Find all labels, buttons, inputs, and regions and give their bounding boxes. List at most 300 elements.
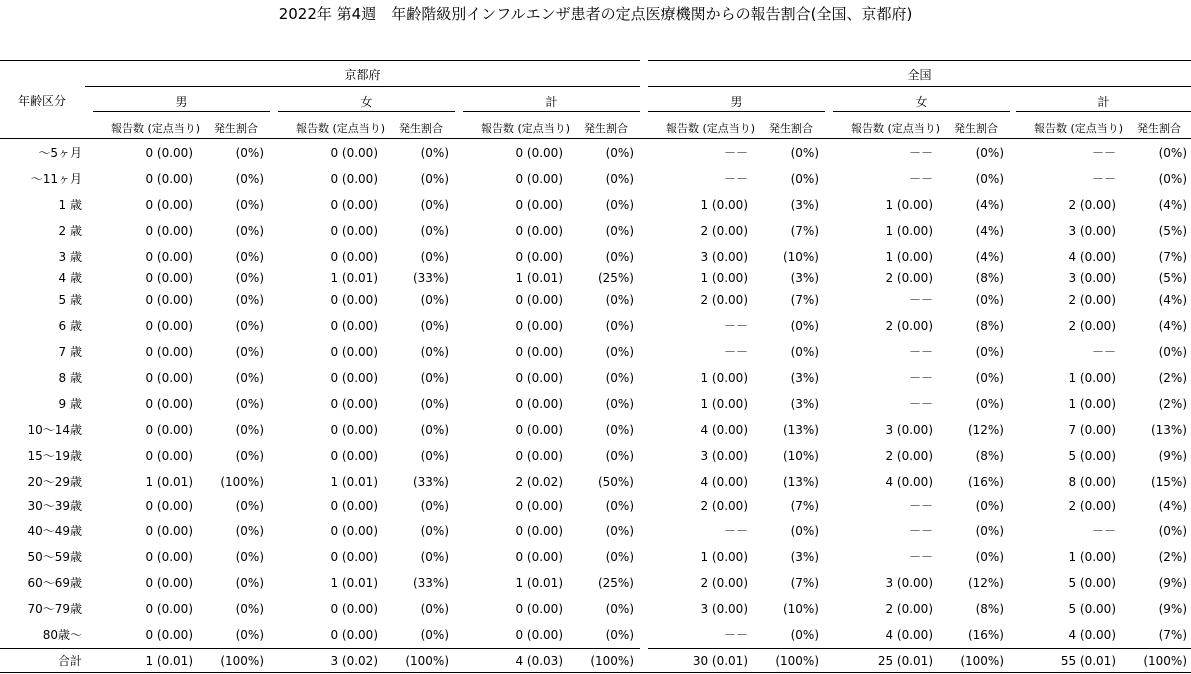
table-row-rate: (0%): [420, 250, 449, 264]
table-row-count: 1 (0.01): [515, 576, 563, 590]
table-row-rate: (0%): [605, 499, 634, 513]
table-row-count: 0 (0.00): [145, 146, 193, 160]
sex-header-national-2: 計: [1097, 95, 1110, 109]
age-label: 2 歳: [58, 224, 82, 238]
table-row-count: －－: [1091, 146, 1116, 160]
table-row-count: 0 (0.00): [330, 345, 378, 359]
table-row-rate: (0%): [1158, 172, 1187, 186]
table-row-rate: (16%): [967, 628, 1004, 642]
table-row-count: 1 (0.00): [700, 371, 748, 385]
subheader-rule: [1016, 111, 1191, 112]
table-row-rate: (100%): [220, 475, 264, 489]
table-row-count: 1 (0.00): [700, 198, 748, 212]
table-row-rate: (7%): [1158, 628, 1187, 642]
count-column-header: 報告数 (定点当り): [111, 122, 201, 135]
table-row-count: 4 (0.00): [885, 628, 933, 642]
table-row-rate: (0%): [420, 628, 449, 642]
table-row-count: 0 (0.00): [145, 319, 193, 333]
age-label: ～5ヶ月: [38, 146, 82, 160]
group-rule: [85, 86, 640, 87]
table-row-rate: (0%): [235, 423, 264, 437]
table-row-rate: (0%): [790, 172, 819, 186]
table-row-count: 1 (0.00): [700, 397, 748, 411]
table-row-count: 0 (0.00): [515, 524, 563, 538]
table-row-rate: (9%): [1158, 602, 1187, 616]
table-row-count: 3 (0.00): [700, 449, 748, 463]
rate-column-header: 発生割合: [1137, 122, 1181, 135]
table-row-count: 0 (0.00): [515, 371, 563, 385]
table-row-count: 0 (0.00): [330, 250, 378, 264]
sex-header-kyoto-0: 男: [175, 95, 188, 109]
age-label: 50～59歳: [27, 550, 82, 564]
table-row-rate: (0%): [420, 499, 449, 513]
table-row-rate: (0%): [420, 293, 449, 307]
table-row-count: 1 (0.00): [885, 224, 933, 238]
table-row-count: 2 (0.00): [885, 602, 933, 616]
table-row-count: －－: [723, 524, 748, 538]
table-row-rate: (0%): [420, 524, 449, 538]
table-row-count: 2 (0.00): [700, 499, 748, 513]
table-row-count: 3 (0.00): [1068, 271, 1116, 285]
table-row-count: 0 (0.00): [145, 371, 193, 385]
table-row-rate: (0%): [420, 550, 449, 564]
table-row-count: 0 (0.00): [145, 198, 193, 212]
table-row-count: 0 (0.00): [515, 550, 563, 564]
table-row-rate: (0%): [790, 146, 819, 160]
table-row-count: 1 (0.01): [145, 475, 193, 489]
table-row-count: 0 (0.00): [515, 345, 563, 359]
table-row-count: －－: [723, 345, 748, 359]
table-row-count: 0 (0.00): [145, 224, 193, 238]
table-row-count: 0 (0.00): [330, 172, 378, 186]
table-row-rate: (0%): [605, 250, 634, 264]
top-rule: [648, 60, 1191, 61]
table-row-count: 2 (0.00): [1068, 499, 1116, 513]
table-row-count: 2 (0.00): [700, 576, 748, 590]
total-row-count: 1 (0.01): [145, 654, 193, 668]
age-label: 合計: [57, 654, 82, 668]
top-rule: [0, 60, 640, 61]
table-row-rate: (0%): [235, 146, 264, 160]
total-row-rate: (100%): [1143, 654, 1187, 668]
age-label: 20～29歳: [27, 475, 82, 489]
table-row-count: 1 (0.01): [330, 576, 378, 590]
table-row-count: －－: [908, 397, 933, 411]
table-row-rate: (0%): [235, 271, 264, 285]
table-row-count: 0 (0.00): [145, 628, 193, 642]
table-row-rate: (8%): [975, 602, 1004, 616]
table-row-count: 0 (0.00): [330, 423, 378, 437]
table-row-rate: (16%): [967, 475, 1004, 489]
table-row-count: 2 (0.00): [700, 224, 748, 238]
table-row-rate: (7%): [1158, 250, 1187, 264]
table-row-rate: (0%): [420, 198, 449, 212]
table-row-count: 8 (0.00): [1068, 475, 1116, 489]
table-row-rate: (0%): [605, 172, 634, 186]
table-row-rate: (2%): [1158, 397, 1187, 411]
table-row-rate: (25%): [597, 576, 634, 590]
table-row-rate: (4%): [1158, 499, 1187, 513]
table-row-rate: (8%): [975, 271, 1004, 285]
total-row-count: 55 (0.01): [1060, 654, 1116, 668]
table-row-rate: (0%): [975, 293, 1004, 307]
table-row-rate: (3%): [790, 397, 819, 411]
subheader-rule: [833, 111, 1010, 112]
table-row-count: 0 (0.00): [515, 397, 563, 411]
table-row-count: 1 (0.00): [885, 198, 933, 212]
table-row-rate: (7%): [790, 293, 819, 307]
table-row-rate: (0%): [605, 146, 634, 160]
count-column-header: 報告数 (定点当り): [481, 122, 571, 135]
rate-column-header: 発生割合: [769, 122, 813, 135]
age-label: 4 歳: [58, 271, 82, 285]
table-row-rate: (3%): [790, 198, 819, 212]
table-row-count: 0 (0.00): [145, 602, 193, 616]
age-label: 7 歳: [58, 345, 82, 359]
table-row-rate: (7%): [790, 576, 819, 590]
table-row-rate: (4%): [975, 224, 1004, 238]
table-row-count: －－: [1091, 172, 1116, 186]
count-column-header: 報告数 (定点当り): [666, 122, 756, 135]
age-label: 40～49歳: [27, 524, 82, 538]
sex-header-national-1: 女: [915, 95, 928, 109]
table-row-count: 2 (0.00): [700, 293, 748, 307]
table-row-count: －－: [908, 499, 933, 513]
table-row-rate: (0%): [605, 449, 634, 463]
rate-column-header: 発生割合: [399, 122, 443, 135]
table-row-rate: (10%): [782, 602, 819, 616]
table-row-count: 2 (0.00): [1068, 293, 1116, 307]
table-row-count: 2 (0.00): [1068, 319, 1116, 333]
table-row-count: 2 (0.00): [885, 271, 933, 285]
table-row-rate: (0%): [235, 524, 264, 538]
table-row-rate: (0%): [605, 602, 634, 616]
table-row-count: 4 (0.00): [700, 475, 748, 489]
table-row-rate: (0%): [605, 198, 634, 212]
table-row-count: 1 (0.00): [1068, 371, 1116, 385]
age-label: 1 歳: [58, 198, 82, 212]
table-row-count: 0 (0.00): [515, 293, 563, 307]
table-row-rate: (0%): [420, 423, 449, 437]
table-row-count: 3 (0.00): [1068, 224, 1116, 238]
subheader-rule: [463, 111, 640, 112]
table-row-count: 3 (0.00): [885, 423, 933, 437]
total-row-count: 3 (0.02): [330, 654, 378, 668]
rate-column-header: 発生割合: [584, 122, 628, 135]
group-rule: [648, 86, 1191, 87]
table-row-rate: (0%): [235, 319, 264, 333]
table-row-count: －－: [1091, 524, 1116, 538]
table-row-count: 0 (0.00): [515, 423, 563, 437]
table-row-count: －－: [908, 146, 933, 160]
table-row-rate: (0%): [605, 345, 634, 359]
table-row-count: 1 (0.00): [700, 550, 748, 564]
table-row-count: 0 (0.00): [330, 397, 378, 411]
table-row-rate: (0%): [605, 397, 634, 411]
total-row-count: 4 (0.03): [515, 654, 563, 668]
table-row-rate: (0%): [235, 172, 264, 186]
total-row-count: 25 (0.01): [877, 654, 933, 668]
count-column-header: 報告数 (定点当り): [851, 122, 941, 135]
total-row-rate: (100%): [590, 654, 634, 668]
table-row-count: －－: [908, 293, 933, 307]
age-label: 10～14歳: [27, 423, 82, 437]
table-row-count: －－: [908, 550, 933, 564]
table-row-rate: (0%): [605, 628, 634, 642]
table-row-count: 3 (0.00): [885, 576, 933, 590]
table-row-count: 0 (0.00): [330, 550, 378, 564]
table-row-count: 0 (0.00): [330, 371, 378, 385]
table-row-rate: (50%): [597, 475, 634, 489]
table-row-count: 3 (0.00): [700, 602, 748, 616]
table-row-rate: (12%): [967, 576, 1004, 590]
table-row-rate: (13%): [1150, 423, 1187, 437]
table-row-count: 1 (0.01): [330, 475, 378, 489]
table-row-rate: (0%): [975, 345, 1004, 359]
table-row-rate: (0%): [975, 524, 1004, 538]
age-label: 3 歳: [58, 250, 82, 264]
table-row-rate: (0%): [1158, 146, 1187, 160]
table-row-rate: (0%): [420, 371, 449, 385]
table-row-count: 0 (0.00): [515, 146, 563, 160]
table-row-count: 1 (0.01): [330, 271, 378, 285]
table-row-count: 0 (0.00): [145, 524, 193, 538]
table-row-rate: (0%): [420, 146, 449, 160]
table-row-rate: (33%): [412, 576, 449, 590]
table-row-count: 0 (0.00): [515, 449, 563, 463]
age-label: 5 歳: [58, 293, 82, 307]
table-row-rate: (10%): [782, 449, 819, 463]
table-row-count: 0 (0.00): [330, 146, 378, 160]
age-label: 8 歳: [58, 371, 82, 385]
age-label: 9 歳: [58, 397, 82, 411]
table-row-rate: (0%): [235, 345, 264, 359]
table-row-rate: (10%): [782, 250, 819, 264]
age-label: 80歳～: [42, 628, 82, 642]
table-row-count: 0 (0.00): [145, 449, 193, 463]
table-row-rate: (0%): [235, 250, 264, 264]
table-row-rate: (0%): [1158, 524, 1187, 538]
table-row-count: 4 (0.00): [1068, 628, 1116, 642]
table-row-rate: (0%): [235, 198, 264, 212]
table-row-count: 0 (0.00): [330, 602, 378, 616]
table-row-count: 4 (0.00): [1068, 250, 1116, 264]
table-row-rate: (8%): [975, 319, 1004, 333]
table-row-count: 5 (0.00): [1068, 602, 1116, 616]
table-row-rate: (4%): [1158, 198, 1187, 212]
table-row-count: 0 (0.00): [515, 499, 563, 513]
total-row-rate: (100%): [405, 654, 449, 668]
table-row-count: 0 (0.00): [330, 499, 378, 513]
table-row-count: －－: [723, 319, 748, 333]
table-row-count: 1 (0.01): [515, 271, 563, 285]
table-row-rate: (0%): [975, 146, 1004, 160]
table-row-rate: (0%): [605, 224, 634, 238]
table-row-rate: (9%): [1158, 576, 1187, 590]
table-row-count: 0 (0.00): [145, 271, 193, 285]
age-label: 70～79歳: [27, 602, 82, 616]
table-row-rate: (25%): [597, 271, 634, 285]
table-row-rate: (8%): [975, 449, 1004, 463]
table-row-rate: (0%): [235, 499, 264, 513]
age-label: ～11ヶ月: [30, 172, 82, 186]
table-row-count: 2 (0.00): [885, 449, 933, 463]
table-row-count: 0 (0.00): [330, 224, 378, 238]
table-row-rate: (0%): [235, 397, 264, 411]
table-row-rate: (0%): [790, 345, 819, 359]
table-row-rate: (0%): [1158, 345, 1187, 359]
table-row-rate: (4%): [1158, 319, 1187, 333]
table-row-rate: (0%): [420, 602, 449, 616]
table-row-count: 2 (0.02): [515, 475, 563, 489]
group-header-national: 全国: [907, 68, 932, 82]
table-row-count: 0 (0.00): [515, 198, 563, 212]
table-row-rate: (0%): [420, 449, 449, 463]
table-row-count: 1 (0.00): [1068, 550, 1116, 564]
table-row-rate: (15%): [1150, 475, 1187, 489]
table-row-rate: (0%): [420, 319, 449, 333]
table-row-count: －－: [723, 628, 748, 642]
table-row-rate: (0%): [975, 397, 1004, 411]
total-row-rate: (100%): [960, 654, 1004, 668]
table-row-rate: (0%): [420, 224, 449, 238]
table-row-rate: (0%): [605, 371, 634, 385]
table-row-rate: (13%): [782, 475, 819, 489]
table-row-count: 7 (0.00): [1068, 423, 1116, 437]
table-row-count: 2 (0.00): [885, 319, 933, 333]
sex-header-kyoto-2: 計: [545, 95, 558, 109]
table-row-count: 0 (0.00): [330, 319, 378, 333]
age-label: 15～19歳: [27, 449, 82, 463]
sex-header-national-0: 男: [730, 95, 743, 109]
subheader-rule: [278, 111, 455, 112]
table-row-rate: (0%): [235, 293, 264, 307]
sex-header-kyoto-1: 女: [360, 95, 373, 109]
table-row-count: 3 (0.00): [700, 250, 748, 264]
table-row-count: －－: [908, 172, 933, 186]
table-row-count: －－: [908, 345, 933, 359]
table-row-rate: (0%): [975, 550, 1004, 564]
table-row-count: 5 (0.00): [1068, 449, 1116, 463]
table-row-count: －－: [1091, 345, 1116, 359]
page-title: 2022年 第4週 年齢階級別インフルエンザ患者の定点医療機関からの報告割合(全国、京都府): [278, 5, 913, 23]
age-column-header: 年齢区分: [18, 94, 67, 108]
table-row-rate: (0%): [235, 371, 264, 385]
table-row-count: 0 (0.00): [515, 602, 563, 616]
table-row-rate: (0%): [605, 524, 634, 538]
table-row-rate: (5%): [1158, 224, 1187, 238]
table-row-rate: (0%): [420, 345, 449, 359]
table-row-rate: (3%): [790, 550, 819, 564]
total-row-count: 30 (0.01): [692, 654, 748, 668]
table-row-count: 0 (0.00): [145, 576, 193, 590]
table-row-rate: (3%): [790, 271, 819, 285]
table-row-count: 2 (0.00): [1068, 198, 1116, 212]
table-row-rate: (0%): [235, 628, 264, 642]
table-row-count: －－: [908, 371, 933, 385]
table-row-count: 0 (0.00): [145, 397, 193, 411]
table-row-rate: (12%): [967, 423, 1004, 437]
rate-column-header: 発生割合: [214, 122, 258, 135]
table-row-rate: (0%): [605, 550, 634, 564]
table-row-rate: (33%): [412, 475, 449, 489]
table-row-rate: (0%): [420, 172, 449, 186]
table-row-rate: (13%): [782, 423, 819, 437]
table-row-count: 0 (0.00): [145, 250, 193, 264]
total-row-rate: (100%): [775, 654, 819, 668]
header-bottom-rule: [0, 138, 1191, 139]
table-row-count: 0 (0.00): [145, 172, 193, 186]
rate-column-header: 発生割合: [954, 122, 998, 135]
total-row-rate: (100%): [220, 654, 264, 668]
table-row-count: 0 (0.00): [145, 293, 193, 307]
bottom-rule: [0, 672, 1191, 673]
table-row-count: 0 (0.00): [515, 172, 563, 186]
table-row-rate: (0%): [235, 550, 264, 564]
table-row-count: 1 (0.00): [885, 250, 933, 264]
table-row-rate: (0%): [605, 293, 634, 307]
table-row-count: 0 (0.00): [145, 550, 193, 564]
table-row-count: 0 (0.00): [330, 628, 378, 642]
age-label: 30～39歳: [27, 499, 82, 513]
table-row-rate: (0%): [235, 602, 264, 616]
table-row-rate: (0%): [975, 499, 1004, 513]
table-row-count: 0 (0.00): [145, 499, 193, 513]
table-row-rate: (0%): [790, 319, 819, 333]
table-row-rate: (0%): [605, 319, 634, 333]
count-column-header: 報告数 (定点当り): [1034, 122, 1124, 135]
table-row-rate: (0%): [790, 524, 819, 538]
group-header-kyoto: 京都府: [344, 68, 381, 82]
table-row-rate: (0%): [235, 576, 264, 590]
table-row-count: 0 (0.00): [515, 224, 563, 238]
table-row-rate: (0%): [420, 397, 449, 411]
table-row-count: 0 (0.00): [330, 293, 378, 307]
table-row-rate: (2%): [1158, 371, 1187, 385]
table-row-rate: (9%): [1158, 449, 1187, 463]
table-row-rate: (4%): [1158, 293, 1187, 307]
table-row-rate: (7%): [790, 499, 819, 513]
table-row-rate: (5%): [1158, 271, 1187, 285]
table-row-count: 0 (0.00): [145, 345, 193, 359]
table-row-count: 0 (0.00): [515, 319, 563, 333]
table-row-count: 0 (0.00): [330, 524, 378, 538]
table-row-count: 0 (0.00): [515, 250, 563, 264]
table-row-count: －－: [908, 524, 933, 538]
age-label: 60～69歳: [27, 576, 82, 590]
table-row-rate: (0%): [605, 423, 634, 437]
table-row-rate: (7%): [790, 224, 819, 238]
table-row-rate: (0%): [975, 371, 1004, 385]
table-row-count: 0 (0.00): [145, 423, 193, 437]
table-row-count: 1 (0.00): [1068, 397, 1116, 411]
table-row-rate: (4%): [975, 250, 1004, 264]
table-row-count: 4 (0.00): [885, 475, 933, 489]
table-row-count: 5 (0.00): [1068, 576, 1116, 590]
table-row-rate: (0%): [790, 628, 819, 642]
table-row-count: 1 (0.00): [700, 271, 748, 285]
table-row-rate: (0%): [975, 172, 1004, 186]
count-column-header: 報告数 (定点当り): [296, 122, 386, 135]
table-row-rate: (0%): [235, 224, 264, 238]
table-row-rate: (3%): [790, 371, 819, 385]
table-row-count: －－: [723, 146, 748, 160]
table-row-count: 4 (0.00): [700, 423, 748, 437]
total-top-rule: [648, 648, 1191, 649]
table-row-count: －－: [723, 172, 748, 186]
subheader-rule: [648, 111, 825, 112]
table-row-count: 0 (0.00): [330, 198, 378, 212]
